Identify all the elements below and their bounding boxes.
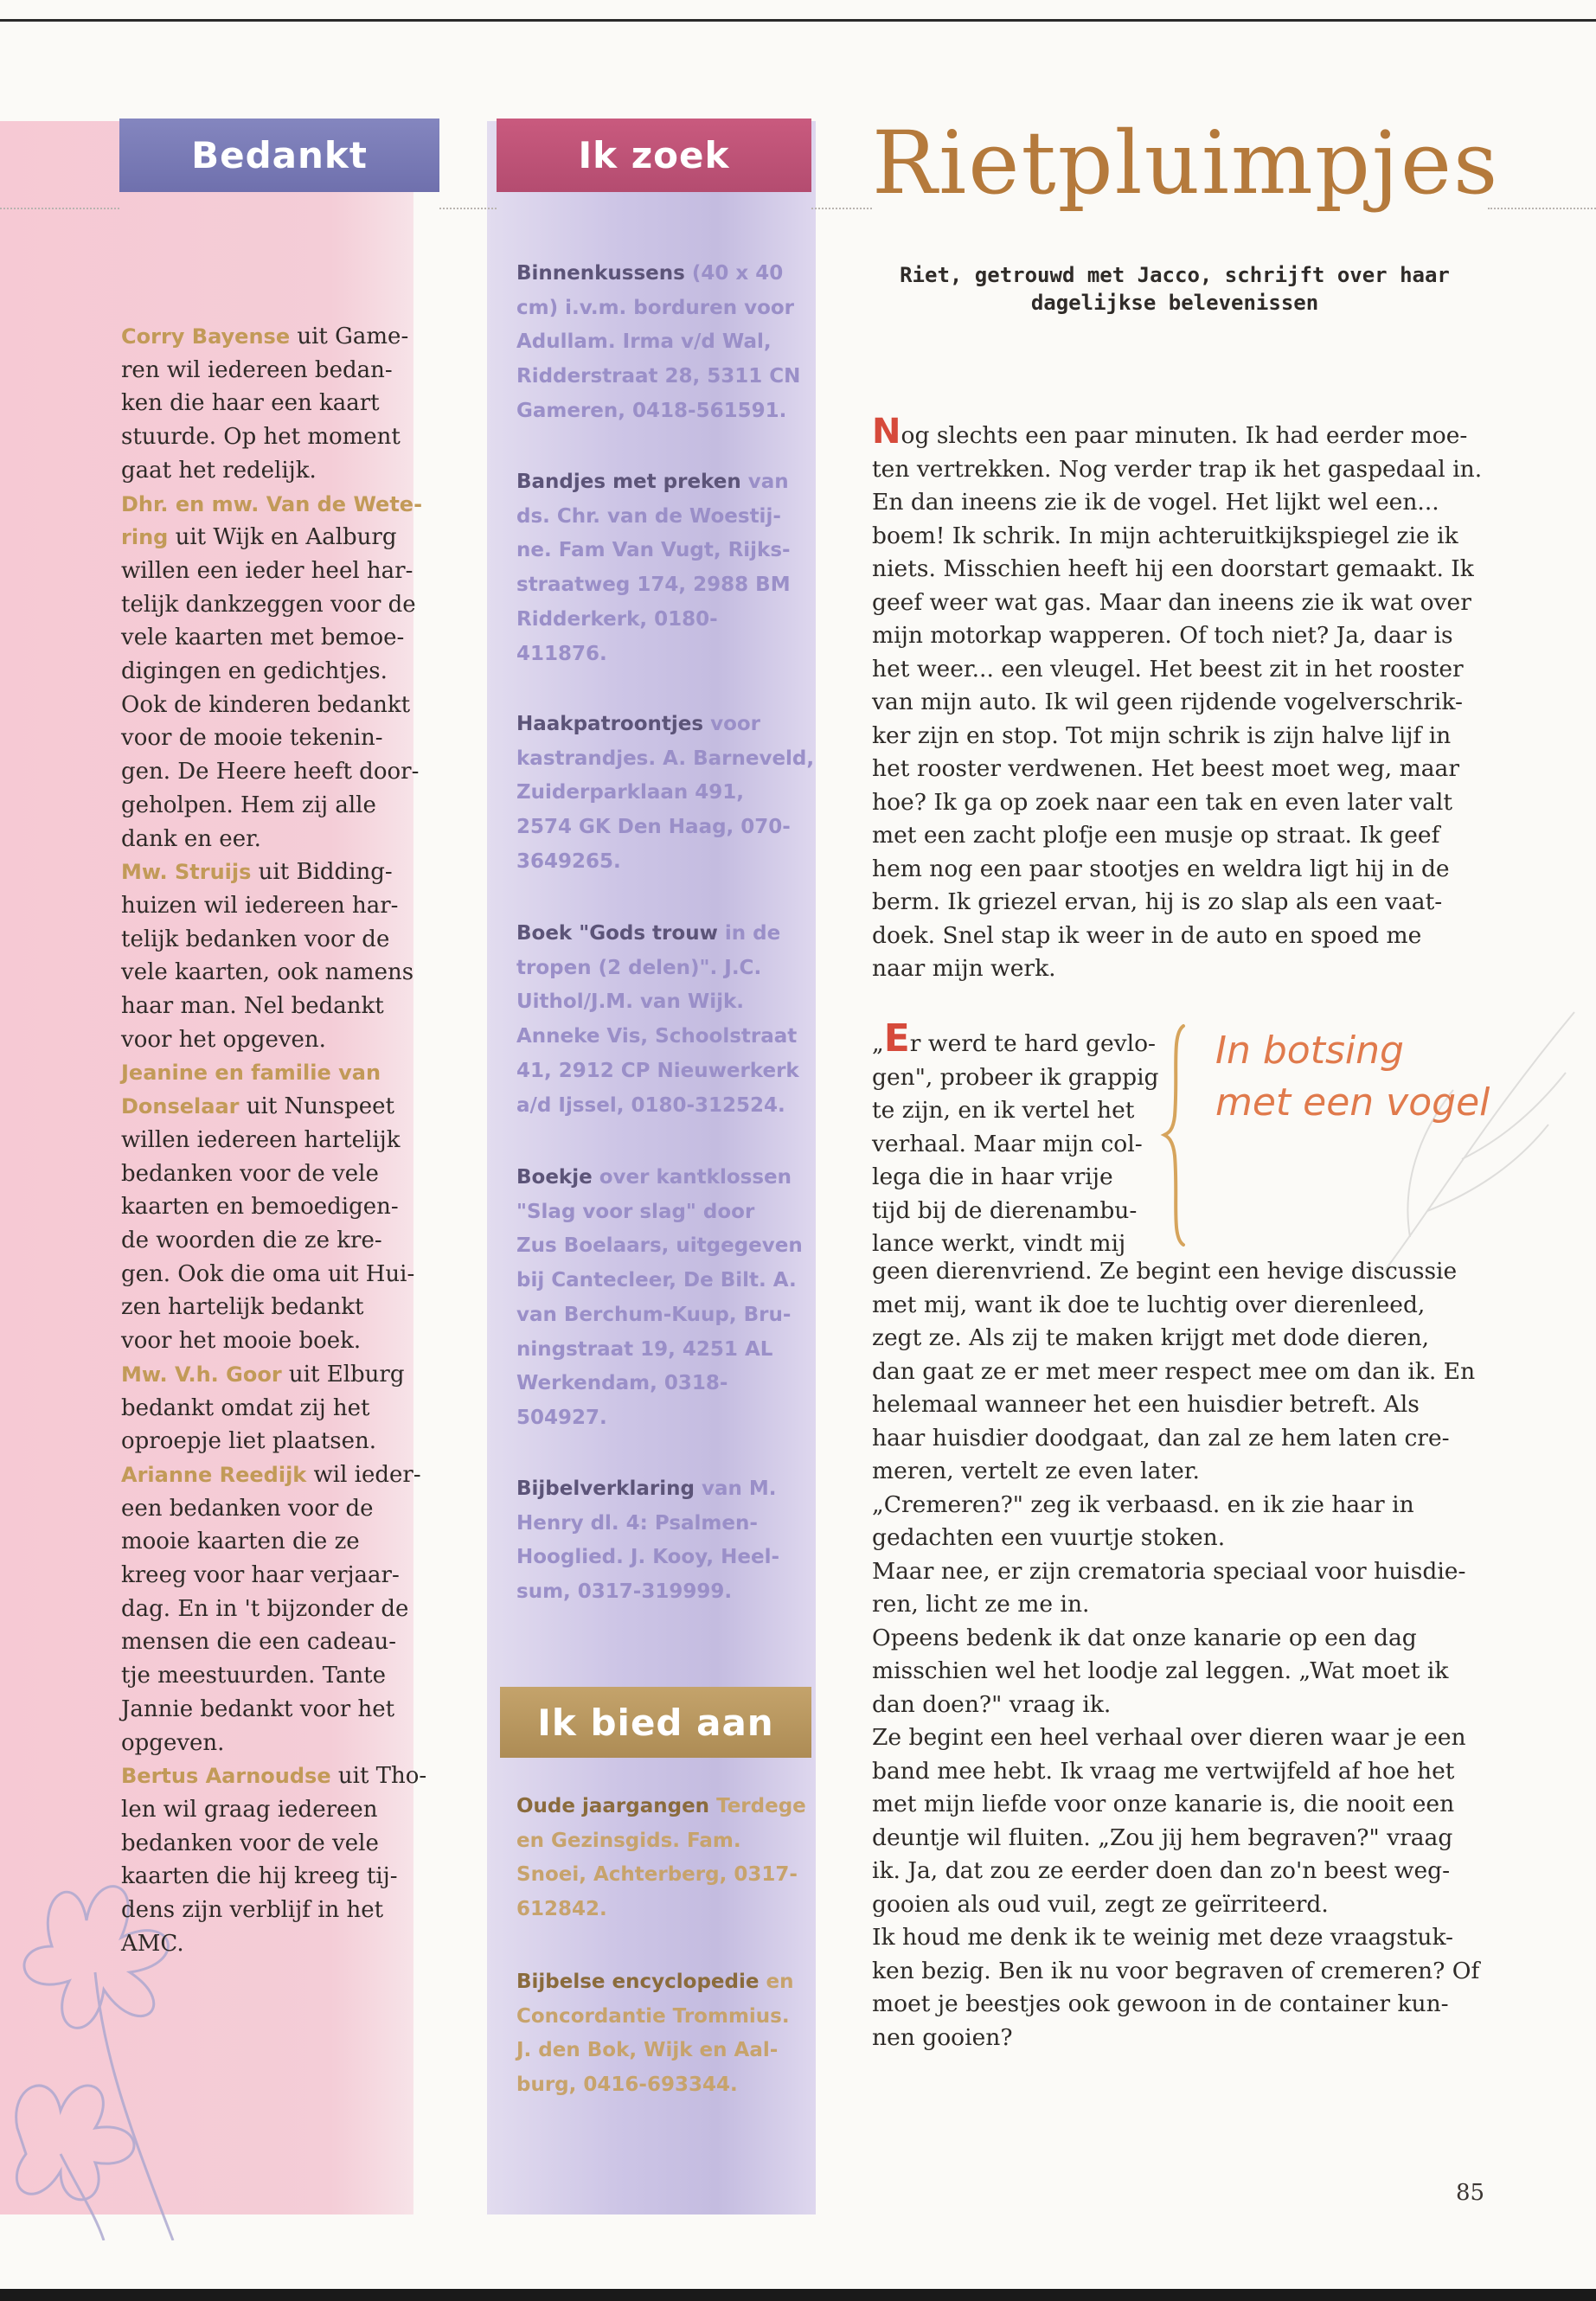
bedankt-line xyxy=(121,1324,424,1358)
person-name: Corry Bayense xyxy=(121,324,291,349)
ad-line xyxy=(516,1264,802,1298)
bedankt-line xyxy=(121,1759,427,1793)
person-name: Mw. Struijs xyxy=(121,860,252,885)
article-line: geef weer wat gas. Maar dan ineens zie ik wat over xyxy=(872,588,1471,616)
bedankt-line-text: wil ieder- xyxy=(306,1461,421,1488)
bedankt-line-text: telijk bedanken voor de xyxy=(121,926,390,952)
ad-lead: Boekje xyxy=(516,1166,593,1189)
bedankt-line-text: kaarten die hij kreeg tij- xyxy=(121,1863,398,1890)
person-name: ring xyxy=(121,525,169,550)
article-line-text: r werd te hard gevlo- xyxy=(909,1030,1156,1057)
bedankt-line-text: ken die haar een kaart xyxy=(121,390,380,417)
ad-line-text: bij Cantecleer, De Bilt. A. xyxy=(516,1269,797,1292)
article-line: Ze begint een heel verhaal over dieren waar je een xyxy=(872,1724,1466,1751)
bedankt-line-text: telijk dankzeggen voor de xyxy=(121,591,416,618)
bedankt-line-text: gaat het redelijk. xyxy=(121,457,317,484)
article-line: band mee hebt. Ik vraag me vertwijfeld af hoe het xyxy=(872,1757,1455,1785)
bedankt-line-text: vele kaarten, ook namens xyxy=(121,959,414,986)
article-line: helemaal wanneer het een huisdier betreft. Als xyxy=(872,1391,1420,1418)
ik-bied-aan-header-tab: Ik bied aan xyxy=(500,1687,811,1758)
bedankt-line-text: gen. De Heere heeft door- xyxy=(121,759,420,785)
bedankt-line xyxy=(121,1559,424,1593)
opening-quote: „ xyxy=(872,1030,884,1057)
ad-line-text: ds. Chr. van de Woestij- xyxy=(516,504,781,528)
ad-line-text: Uithol/J.M. van Wijk. xyxy=(516,990,745,1014)
bedankt-line xyxy=(121,1693,424,1727)
bedankt-line xyxy=(121,420,424,454)
bedankt-line xyxy=(121,1258,424,1292)
article-line-text: og slechts een paar minuten. Ik had eerder moe- xyxy=(901,422,1468,449)
bedankt-line xyxy=(121,1593,424,1626)
bedankt-line-text: opgeven. xyxy=(121,1729,225,1756)
person-name: Jeanine en familie van xyxy=(121,1061,381,1086)
bedankt-line xyxy=(121,1056,424,1090)
ik-zoek-item xyxy=(516,257,802,429)
ad-line xyxy=(516,1054,802,1089)
ad-line xyxy=(516,325,802,360)
ad-line-text: Henry dl. 4: Psalmen- xyxy=(516,1511,758,1535)
ad-line-text: van xyxy=(740,471,789,493)
ad-line xyxy=(516,1575,802,1610)
article-line: hem nog een paar stootjes en weldra ligt hij in de xyxy=(872,855,1450,882)
ad-line xyxy=(516,1195,802,1230)
article-line: naar mijn werk. xyxy=(872,955,1056,982)
bedankt-line xyxy=(121,823,424,856)
article-line: Maar nee, er zijn crematoria speciaal voor huisdie- xyxy=(872,1557,1466,1585)
article-line: met mij, want ik doe te luchtig over dierenleed, xyxy=(872,1291,1426,1318)
bedankt-line-text: len wil graag iedereen xyxy=(121,1796,378,1823)
bedankt-line-text: mensen die een cadeau- xyxy=(121,1629,397,1656)
bedankt-line-text: Ook de kinderen bedankt xyxy=(121,691,411,718)
ad-line xyxy=(516,1298,802,1333)
ad-line-text: ningstraat 19, 4251 AL xyxy=(516,1337,773,1361)
person-name: Mw. V.h. Goor xyxy=(121,1362,282,1387)
bedankt-line xyxy=(121,923,424,957)
ad-line xyxy=(516,603,802,638)
dotted-rule-left xyxy=(0,208,119,209)
ad-line xyxy=(516,500,802,535)
ik-bied-item xyxy=(516,1965,802,2103)
ad-line-text: ne. Fam Van Vugt, Rijks- xyxy=(516,539,791,562)
ad-line xyxy=(516,2034,802,2068)
ad-line-text: in de xyxy=(717,922,781,945)
bedankt-line xyxy=(121,488,424,522)
bedankt-line xyxy=(121,1090,424,1124)
ad-line xyxy=(516,1367,802,1401)
bedankt-line-text: uit Nunspeet xyxy=(239,1093,395,1120)
article-line: met mijn liefde voor onze kanarie is, die nooit een xyxy=(872,1791,1455,1817)
bedankt-line-text: kaarten en bemoedigen- xyxy=(121,1194,399,1221)
article-line: met een zacht plofje een musje op straat. Ik geef xyxy=(872,822,1440,849)
bedankt-line-text: willen een ieder heel har- xyxy=(121,557,413,584)
bedankt-line-text: vele kaarten met bemoe- xyxy=(121,625,405,651)
pull-quote-line: In botsing xyxy=(1215,1029,1404,1073)
bedankt-line xyxy=(121,990,424,1023)
bedankt-line-text: kreeg voor haar verjaar- xyxy=(121,1562,400,1589)
ad-line xyxy=(516,394,802,429)
bedankt-line xyxy=(121,1492,424,1526)
ad-line-text: Zus Boelaars, uitgegeven xyxy=(516,1234,803,1258)
ad-line xyxy=(516,360,802,394)
ad-line-text: voor xyxy=(703,713,761,735)
ad-line xyxy=(516,1965,802,2000)
ad-line-text: Adullam. Irma v/d Wal, xyxy=(516,330,772,354)
bedankt-line-text: uit Wijk en Aalburg xyxy=(168,524,397,551)
article-line: berm. Ik griezel ervan, hij is zo slap als een vaat- xyxy=(872,888,1443,915)
article-line: van mijn auto. Ik wil geen rijdende vogelverschrik- xyxy=(872,689,1463,715)
ad-line-text: Zuiderparklaan 491, xyxy=(516,781,745,804)
ad-line xyxy=(516,257,802,292)
ad-line xyxy=(516,465,802,500)
article-line: gooien als oud vuil, zegt ze geïrriteerd. xyxy=(872,1890,1329,1918)
ad-line-text: cm) i.v.m. borduren voor xyxy=(516,296,795,319)
bedankt-line xyxy=(121,1525,424,1559)
bedankt-line xyxy=(121,1727,424,1760)
bedankt-line xyxy=(121,1860,424,1894)
bedankt-line-text: bedankt omdat zij het xyxy=(121,1394,370,1421)
ad-line xyxy=(516,845,802,880)
bedankt-line-text: een bedanken voor de xyxy=(121,1495,374,1522)
ad-lead: Oude jaargangen xyxy=(516,1795,710,1817)
bedankt-line xyxy=(121,1190,424,1224)
bedankt-line-text: willen iedereen hartelijk xyxy=(121,1126,401,1153)
ad-line-text: Ridderstraat 28, 5311 CN xyxy=(516,365,801,388)
ad-line-text: 41, 2912 CP Nieuwerkerk xyxy=(516,1059,799,1082)
article-line: nen gooien? xyxy=(872,2023,1013,2051)
ad-line xyxy=(516,1472,802,1507)
bedankt-line xyxy=(121,856,424,889)
ad-line xyxy=(516,1790,806,1824)
bedankt-line-text: de woorden die ze kre- xyxy=(121,1227,382,1253)
ad-line xyxy=(516,742,815,777)
article-line: lance werkt, vindt mij xyxy=(872,1230,1126,1257)
bedankt-line-text: AMC. xyxy=(121,1930,184,1957)
bedankt-line-text: ren wil iedereen bedan- xyxy=(121,356,393,383)
bedankt-column-text xyxy=(121,320,427,1960)
bracket-decoration-icon xyxy=(1159,1021,1194,1250)
bedankt-line xyxy=(121,621,424,655)
ad-line-text: 504927. xyxy=(516,1406,607,1429)
article-line xyxy=(872,1016,1159,1061)
bottom-border xyxy=(0,2289,1596,2301)
article-paragraph-2-narrow xyxy=(872,1016,1159,1261)
ad-line xyxy=(516,776,802,811)
bedankt-line-text: voor het mooie boek. xyxy=(121,1328,362,1355)
article-line xyxy=(872,412,1482,453)
bedankt-line xyxy=(121,554,424,588)
ad-line xyxy=(516,1893,802,1927)
bedankt-line-text: voor de mooie tekenin- xyxy=(121,725,383,752)
article-line: Opeens bedenk ik dat onze kanarie op een dag xyxy=(872,1624,1417,1651)
ad-line-text: over kantklossen xyxy=(592,1166,792,1189)
page-number: 85 xyxy=(1456,2180,1485,2206)
bedankt-line xyxy=(121,521,424,554)
subtitle-line: Riet, getrouwd met Jacco, schrijft over haar xyxy=(900,263,1450,287)
article-line: En dan ineens zie ik de vogel. Het lijkt wel een... xyxy=(872,489,1439,516)
article-line: dan gaat ze er met meer respect mee om dan ik. En xyxy=(872,1357,1476,1385)
bedankt-line-text: uit Bidding- xyxy=(251,859,393,886)
bedankt-line-text: uit Game- xyxy=(290,324,409,349)
ad-line xyxy=(516,1401,802,1436)
bedankt-line xyxy=(121,789,424,823)
bedankt-line xyxy=(121,1927,424,1961)
ad-line-text: 612842. xyxy=(516,1898,607,1921)
bedankt-line-text: mooie kaarten die ze xyxy=(121,1529,360,1555)
bedankt-line-text: uit Elburg xyxy=(281,1361,405,1388)
ad-lead: Bijbelverklaring xyxy=(516,1477,695,1500)
article-line: meren, vertelt ze even later. xyxy=(872,1458,1200,1484)
column-title: Rietpluimpjes xyxy=(872,112,1500,214)
pull-quote xyxy=(1215,1025,1490,1129)
ad-line xyxy=(516,952,802,986)
bedankt-line xyxy=(121,588,424,622)
bedankt-line-text: zen hartelijk bedankt xyxy=(121,1294,364,1321)
ad-line-text: van Berchum-Kuup, Bru- xyxy=(516,1303,792,1326)
dotted-rule-mid2 xyxy=(811,208,872,209)
ad-line xyxy=(516,1229,802,1264)
ik-zoek-item xyxy=(516,917,802,1123)
ad-line xyxy=(516,1333,802,1368)
article-line: Ik houd me denk ik te weinig met deze vraagstuk- xyxy=(872,1924,1453,1951)
bedankt-line xyxy=(121,721,424,755)
bedankt-line xyxy=(121,454,424,488)
bedankt-line-text: tje meestuurden. Tante xyxy=(121,1663,387,1689)
ad-line-text: Werkendam, 0318- xyxy=(516,1372,728,1395)
ad-line-text: "Slag voor slag" door xyxy=(516,1200,755,1223)
bedankt-line xyxy=(121,1425,424,1458)
ad-line-text: 3649265. xyxy=(516,849,621,873)
article-paragraph-1-rest xyxy=(872,453,1482,986)
article-line: haar huisdier doodgaat, dan zal ze hem laten cre- xyxy=(872,1424,1450,1452)
dotted-rule-right xyxy=(1488,208,1596,209)
ad-line xyxy=(516,292,802,326)
ad-line xyxy=(516,1161,802,1195)
ad-lead: Binnenkussens xyxy=(516,262,685,285)
column-subtitle xyxy=(872,261,1477,317)
ad-lead: Haakpatroontjes xyxy=(516,713,704,735)
article-line: verhaal. Maar mijn col- xyxy=(872,1130,1143,1157)
bedankt-line-text: stuurde. Op het moment xyxy=(121,424,401,451)
ad-line-text: sum, 0317-319999. xyxy=(516,1580,733,1604)
ad-line xyxy=(516,985,802,1020)
ik-zoek-item xyxy=(516,708,815,880)
bedankt-line-text: geholpen. Hem zij alle xyxy=(121,792,376,818)
article-paragraph-2 xyxy=(872,1255,1479,2054)
ad-line xyxy=(516,917,802,952)
article-line: ren, licht ze me in. xyxy=(872,1591,1090,1618)
bedankt-line-text: haar man. Nel bedankt xyxy=(121,993,384,1020)
article-line: ten vertrekken. Nog verder trap ik het gaspedaal in. xyxy=(872,455,1483,483)
bedankt-line-text: digingen en gedichtjes. xyxy=(121,658,388,685)
article-line: hoe? Ik ga op zoek naar een tak en even later valt xyxy=(872,788,1453,816)
ad-lead: Bijbelse encyclopedie xyxy=(516,1971,760,1993)
person-name: Dhr. en mw. Van de Wete- xyxy=(121,491,423,516)
ik-zoek-item xyxy=(516,1161,802,1436)
ad-line-text: Snoei, Achterberg, 0317- xyxy=(516,1863,798,1887)
ad-line xyxy=(516,638,802,672)
bedankt-line xyxy=(121,1827,424,1861)
bedankt-line-text: oproepje liet plaatsen. xyxy=(121,1428,377,1455)
ik-zoek-item xyxy=(516,465,802,671)
bedankt-line xyxy=(121,1023,424,1057)
bedankt-line xyxy=(121,1392,424,1426)
dotted-rule-mid xyxy=(439,208,497,209)
bedankt-line xyxy=(121,1124,424,1157)
article-line: geen dierenvriend. Ze begint een hevige discussie xyxy=(872,1258,1458,1285)
bedankt-line xyxy=(121,354,424,388)
ad-line-text: kastrandjes. A. Barneveld, xyxy=(516,747,815,770)
ad-line-text: a/d Ijssel, 0180-312524. xyxy=(516,1093,785,1117)
bedankt-header-tab: Bedankt xyxy=(119,119,439,192)
bedankt-line xyxy=(121,1625,424,1659)
ad-lead: Bandjes met preken xyxy=(516,471,741,493)
bedankt-line xyxy=(121,1894,424,1927)
article-line: het rooster verdwenen. Het beest moet weg, maar xyxy=(872,755,1460,782)
ad-line-text: tropen (2 delen)". J.C. xyxy=(516,956,762,979)
person-name: Arianne Reedijk xyxy=(121,1462,307,1487)
ad-line-text: Hooglied. J. Kooy, Heel- xyxy=(516,1546,780,1569)
bedankt-line xyxy=(121,889,424,923)
ad-line xyxy=(516,1541,802,1575)
ad-line xyxy=(516,2000,802,2035)
ik-zoek-item xyxy=(516,1472,802,1610)
ad-line xyxy=(516,811,802,845)
bedankt-line-text: huizen wil iedereen har- xyxy=(121,892,399,919)
article-line: zegt ze. Als zij te maken krijgt met dode dieren, xyxy=(872,1324,1430,1351)
bedankt-line-text: voor het opgeven. xyxy=(121,1026,326,1053)
bedankt-line xyxy=(121,1659,424,1693)
article-paragraph-1 xyxy=(872,412,1483,986)
article-line: ken bezig. Ben ik nu voor begraven of cremeren? Of xyxy=(872,1957,1480,1984)
ad-line xyxy=(516,708,802,742)
article-line: doek. Snel stap ik weer in de auto en spoed me xyxy=(872,921,1422,949)
ad-line xyxy=(516,1507,802,1541)
bedankt-line xyxy=(121,956,424,990)
ad-line xyxy=(516,534,802,568)
ad-line xyxy=(516,1089,802,1124)
article-line: te zijn, en ik vertel het xyxy=(872,1097,1135,1124)
article-line: gen", probeer ik grappig xyxy=(872,1063,1159,1091)
subtitle-line: dagelijkse belevenissen xyxy=(1030,291,1319,315)
ad-line xyxy=(516,1020,802,1054)
ad-line xyxy=(516,1858,802,1893)
bedankt-line xyxy=(121,1291,424,1324)
article-line: ik. Ja, dat zou ze eerder doen dan zo'n beest weg- xyxy=(872,1857,1451,1884)
ik-zoek-header-tab: Ik zoek xyxy=(497,119,811,192)
article-line: het weer... een vleugel. Het beest zit in het rooster xyxy=(872,655,1464,683)
article-line: mijn motorkap wapperen. Of toch niet? Ja, daar is xyxy=(872,622,1453,649)
article-line: tijd bij de dierenambu- xyxy=(872,1196,1138,1224)
ad-line-text: en xyxy=(759,1971,794,1993)
person-name: Donselaar xyxy=(121,1094,240,1119)
bedankt-line xyxy=(121,689,424,722)
article-line: dan doen?" vraag ik. xyxy=(872,1690,1112,1718)
ad-line xyxy=(516,568,802,603)
bedankt-line xyxy=(121,1358,424,1392)
drop-cap: N xyxy=(872,412,901,452)
article-paragraph-2-narrow-rest xyxy=(872,1061,1159,1261)
bedankt-line-text: uit Tho- xyxy=(330,1763,427,1790)
ad-line xyxy=(516,2068,802,2103)
article-line: ker zijn en stop. Tot mijn schrik is zijn halve lijf in xyxy=(872,721,1452,749)
ad-line-text: Terdege xyxy=(709,1795,806,1817)
ik-bied-item xyxy=(516,1790,806,1927)
ad-line-text: van M. xyxy=(694,1477,777,1500)
ad-line-text: 411876. xyxy=(516,642,607,665)
bedankt-line xyxy=(121,1458,424,1492)
ad-line-text: Gameren, 0418-561591. xyxy=(516,399,787,422)
bedankt-line-text: bedanken voor de vele xyxy=(121,1830,379,1856)
article-line: moet je beestjes ook gewoon in de container kun- xyxy=(872,1990,1449,2017)
ad-line-text: Anneke Vis, Schoolstraat xyxy=(516,1025,798,1048)
bedankt-line xyxy=(121,1157,424,1191)
article-line: misschien wel het loodje zal leggen. „Wat moet ik xyxy=(872,1657,1449,1684)
bedankt-line-text: dens zijn verblijf in het xyxy=(121,1897,384,1924)
bedankt-line-text: dank en eer. xyxy=(121,825,261,852)
bedankt-line xyxy=(121,755,424,789)
ad-line-text: 2574 GK Den Haag, 070- xyxy=(516,816,791,839)
article-line: gedachten een vuurtje stoken. xyxy=(872,1524,1226,1551)
bedankt-line-text: dag. En in 't bijzonder de xyxy=(121,1595,409,1622)
ad-line-text: (40 x 40 xyxy=(684,262,784,285)
ad-line xyxy=(516,1824,802,1859)
ad-line-text: straatweg 174, 2988 BM xyxy=(516,574,791,597)
drop-cap: E xyxy=(883,1016,910,1061)
ad-line-text: J. den Bok, Wijk en Aal- xyxy=(516,2039,779,2062)
bedankt-line xyxy=(121,1224,424,1258)
bedankt-line-text: bedanken voor de vele xyxy=(121,1160,379,1187)
article-line: niets. Misschien heeft hij een doorstart gemaakt. Ik xyxy=(872,555,1474,582)
ad-line-text: burg, 0416-693344. xyxy=(516,2073,738,2097)
ad-line-text: Concordantie Trommius. xyxy=(516,2004,790,2028)
ad-line-text: Ridderkerk, 0180- xyxy=(516,607,718,631)
article-line: lega die in haar vrije xyxy=(872,1163,1113,1190)
article-line: boem! Ik schrik. In mijn achteruitkijkspiegel zie ik xyxy=(872,522,1458,549)
bedankt-line-text: Jannie bedankt voor het xyxy=(121,1695,395,1722)
pull-quote-line: met een vogel xyxy=(1215,1080,1490,1125)
article-line: deuntje wil fluiten. „Zou jij hem begraven?" vraag xyxy=(872,1823,1453,1851)
bedankt-line xyxy=(121,387,424,420)
article-line: „Cremeren?" zeg ik verbaasd. en ik zie haar in xyxy=(872,1490,1414,1518)
ad-line-text: en Gezinsgids. Fam. xyxy=(516,1829,741,1852)
person-name: Bertus Aarnoudse xyxy=(121,1764,331,1789)
bedankt-line xyxy=(121,655,424,689)
ad-lead: Boek "Gods trouw xyxy=(516,922,718,945)
bedankt-line-text: gen. Ook die oma uit Hui- xyxy=(121,1260,415,1287)
bedankt-line xyxy=(121,1793,424,1827)
top-border xyxy=(0,19,1596,22)
bedankt-line xyxy=(121,320,424,354)
